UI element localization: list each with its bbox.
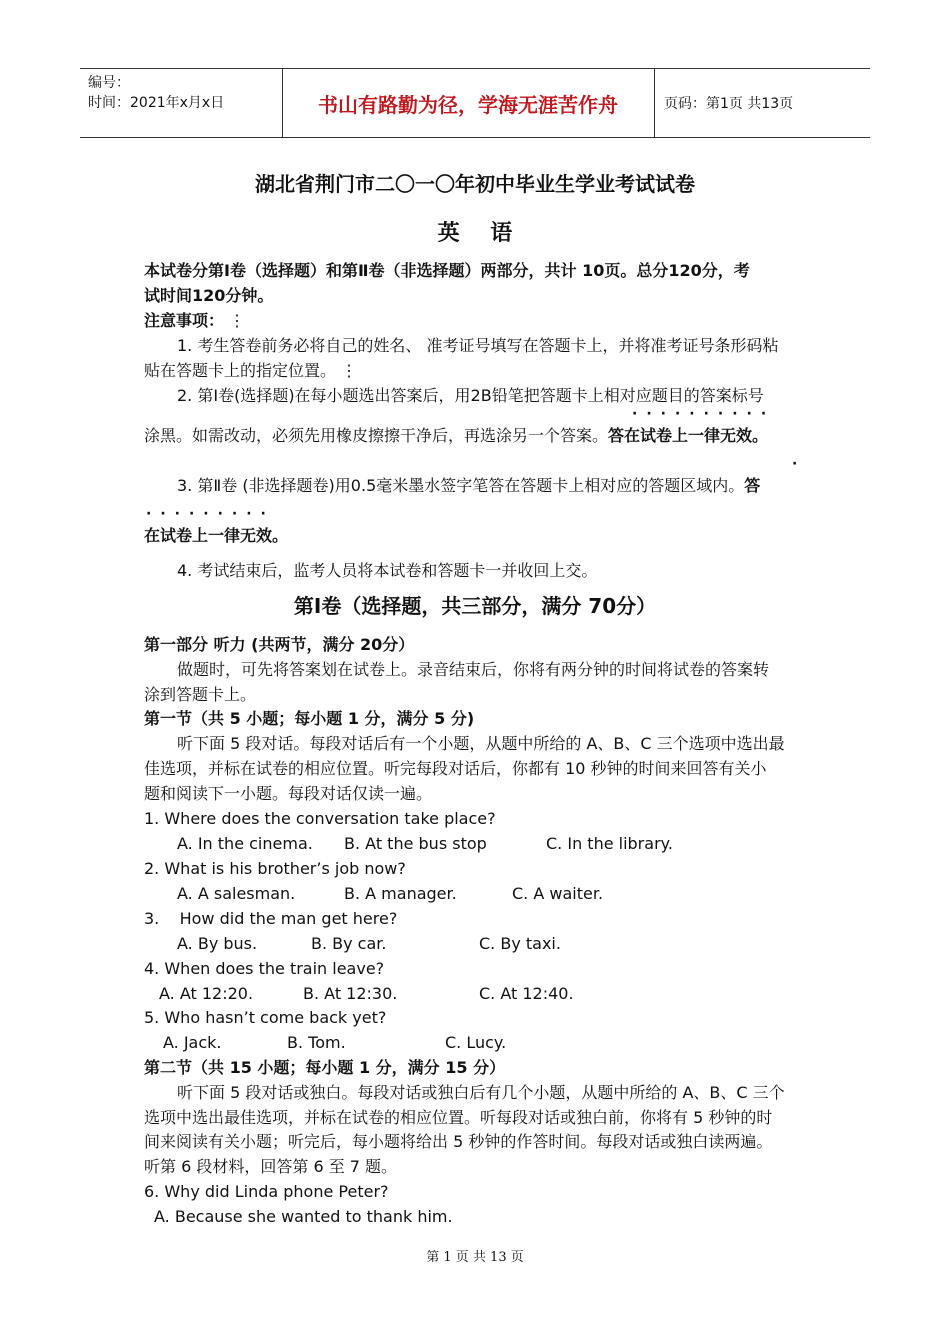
note-3-text: 3. 第Ⅱ卷 (非选择题卷)用0.5毫米墨水签字笔答在答题卡上相对应的答题区域内。 xyxy=(177,476,745,495)
note-2-emphasis: 答在试卷上一律无效。 xyxy=(608,426,769,445)
serial-label: 编号： xyxy=(88,75,130,91)
exam-title: 湖北省荆门市二〇一〇年初中毕业生学业考试试卷 xyxy=(255,172,695,196)
option: B. At the bus stop xyxy=(344,834,487,853)
page-header xyxy=(80,68,870,138)
note-1-cont xyxy=(144,361,357,381)
note-3-emphasis: 答 xyxy=(744,476,761,495)
question: 2. What is his brother’s job now? xyxy=(144,859,406,878)
option: C. Lucy. xyxy=(445,1033,507,1052)
header-divider xyxy=(654,69,655,137)
subject-title: 英 语 xyxy=(437,221,513,246)
option: C. By taxi. xyxy=(479,934,561,953)
date-label: 时间：2021年x月x日 xyxy=(88,95,225,111)
subsection-desc: 间来阅读有关小题；听完后，每小题将给出 5 秒钟的作答时间。每段对话或独白读两遍。 xyxy=(144,1132,773,1151)
question: 1. Where does the conversation take place? xyxy=(144,809,496,828)
option: C. In the library. xyxy=(546,834,673,853)
emphasis-dots: ·········· xyxy=(632,406,776,422)
option: A. Because she wanted to thank him. xyxy=(154,1207,453,1226)
option: A. A salesman. xyxy=(177,884,296,903)
option: B. By car. xyxy=(311,934,387,953)
option: A. In the cinema. xyxy=(177,834,313,853)
header-motto: 书山有路勤为径，学海无涯苦作舟 xyxy=(318,93,618,117)
subsection-desc: 听第 6 段材料，回答第 6 至 7 题。 xyxy=(144,1157,398,1176)
subsection-desc: 佳选项，并标在试卷的相应位置。听完每段对话后，你都有 10 秒钟的时间来回答有关小 xyxy=(144,759,767,778)
question: 5. Who hasn’t come back yet? xyxy=(144,1008,387,1027)
emphasis-dots: ········· xyxy=(146,506,275,522)
note-3 xyxy=(177,476,760,496)
subsection-desc: 听下面 5 段对话或独白。每段对话或独白后有几个小题，从题中所给的 A、B、C 三个 xyxy=(177,1083,785,1102)
option: B. A manager. xyxy=(344,884,457,903)
note-1: 1. 考生答卷前务必将自己的姓名、 准考证号填写在答题卡上，并将准考证号条形码粘 xyxy=(177,336,779,355)
option: A. Jack. xyxy=(163,1033,222,1052)
note-2-cont xyxy=(144,426,768,446)
note-2: 2. 第Ⅰ卷(选择题)在每小题选出答案后，用2B铅笔把答题卡上相对应题目的答案标号 xyxy=(177,386,764,405)
section-title: 第Ⅰ卷（选择题，共三部分，满分 70分） xyxy=(293,594,657,618)
subsection-desc: 选项中选出最佳选项，并标在试卷的相应位置。听每段对话或独白前，你将有 5 秒钟的时 xyxy=(144,1108,773,1127)
subsection-heading: 第一节（共 5 小题；每小题 1 分，满分 5 分) xyxy=(144,709,475,728)
option: B. Tom. xyxy=(287,1033,346,1052)
subsection-desc: 听下面 5 段对话。每段对话后有一个小题，从题中所给的 A、B、C 三个选项中选出最 xyxy=(177,734,785,753)
notes-heading-row xyxy=(144,311,245,331)
notes-heading: 注意事项： xyxy=(144,311,225,330)
note-4: 4. 考试结束后，监考人员将本试卷和答题卡一并收回上交。 xyxy=(177,561,598,580)
note-3-emphasis-cont: 在试卷上一律无效。 xyxy=(144,526,289,545)
option: A. By bus. xyxy=(177,934,258,953)
option: C. At 12:40. xyxy=(479,984,574,1003)
part-desc: 涂到答题卡上。 xyxy=(144,685,257,704)
header-meta xyxy=(88,73,224,113)
page-footer: 第 1 页 共 13 页 xyxy=(426,1250,524,1265)
intro-line: 本试卷分第Ⅰ卷（选择题）和第Ⅱ卷（非选择题）两部分，共计 10页。总分120分，考 xyxy=(144,261,750,280)
subsection-desc: 题和阅读下一小题。每段对话仅读一遍。 xyxy=(144,784,433,803)
emphasis-dots: · xyxy=(792,456,807,472)
note-1-mark: ⋮ xyxy=(341,361,358,380)
question: 3. How did the man get here? xyxy=(144,909,398,928)
question: 6. Why did Linda phone Peter? xyxy=(144,1182,389,1201)
note-1-text: 贴在答题卡上的指定位置。 xyxy=(144,361,337,380)
option: C. A waiter. xyxy=(512,884,604,903)
intro-line: 试时间120分钟。 xyxy=(144,286,274,305)
part-desc: 做题时，可先将答案划在试卷上。录音结束后，你将有两分钟的时间将试卷的答案转 xyxy=(177,660,770,679)
option: B. At 12:30. xyxy=(303,984,398,1003)
note-2-text: 涂黑。如需改动，必须先用橡皮擦擦干净后，再选涂另一个答案。 xyxy=(144,426,609,445)
subsection-heading: 第二节（共 15 小题；每小题 1 分，满分 15 分） xyxy=(144,1058,506,1077)
part-heading: 第一部分 听力 (共两节，满分 20分） xyxy=(144,635,415,654)
option: A. At 12:20. xyxy=(159,984,254,1003)
notes-heading-mark: ⋮ xyxy=(229,311,246,330)
header-page-number: 页码：第1页 共13页 xyxy=(664,96,794,112)
question: 4. When does the train leave? xyxy=(144,959,385,978)
